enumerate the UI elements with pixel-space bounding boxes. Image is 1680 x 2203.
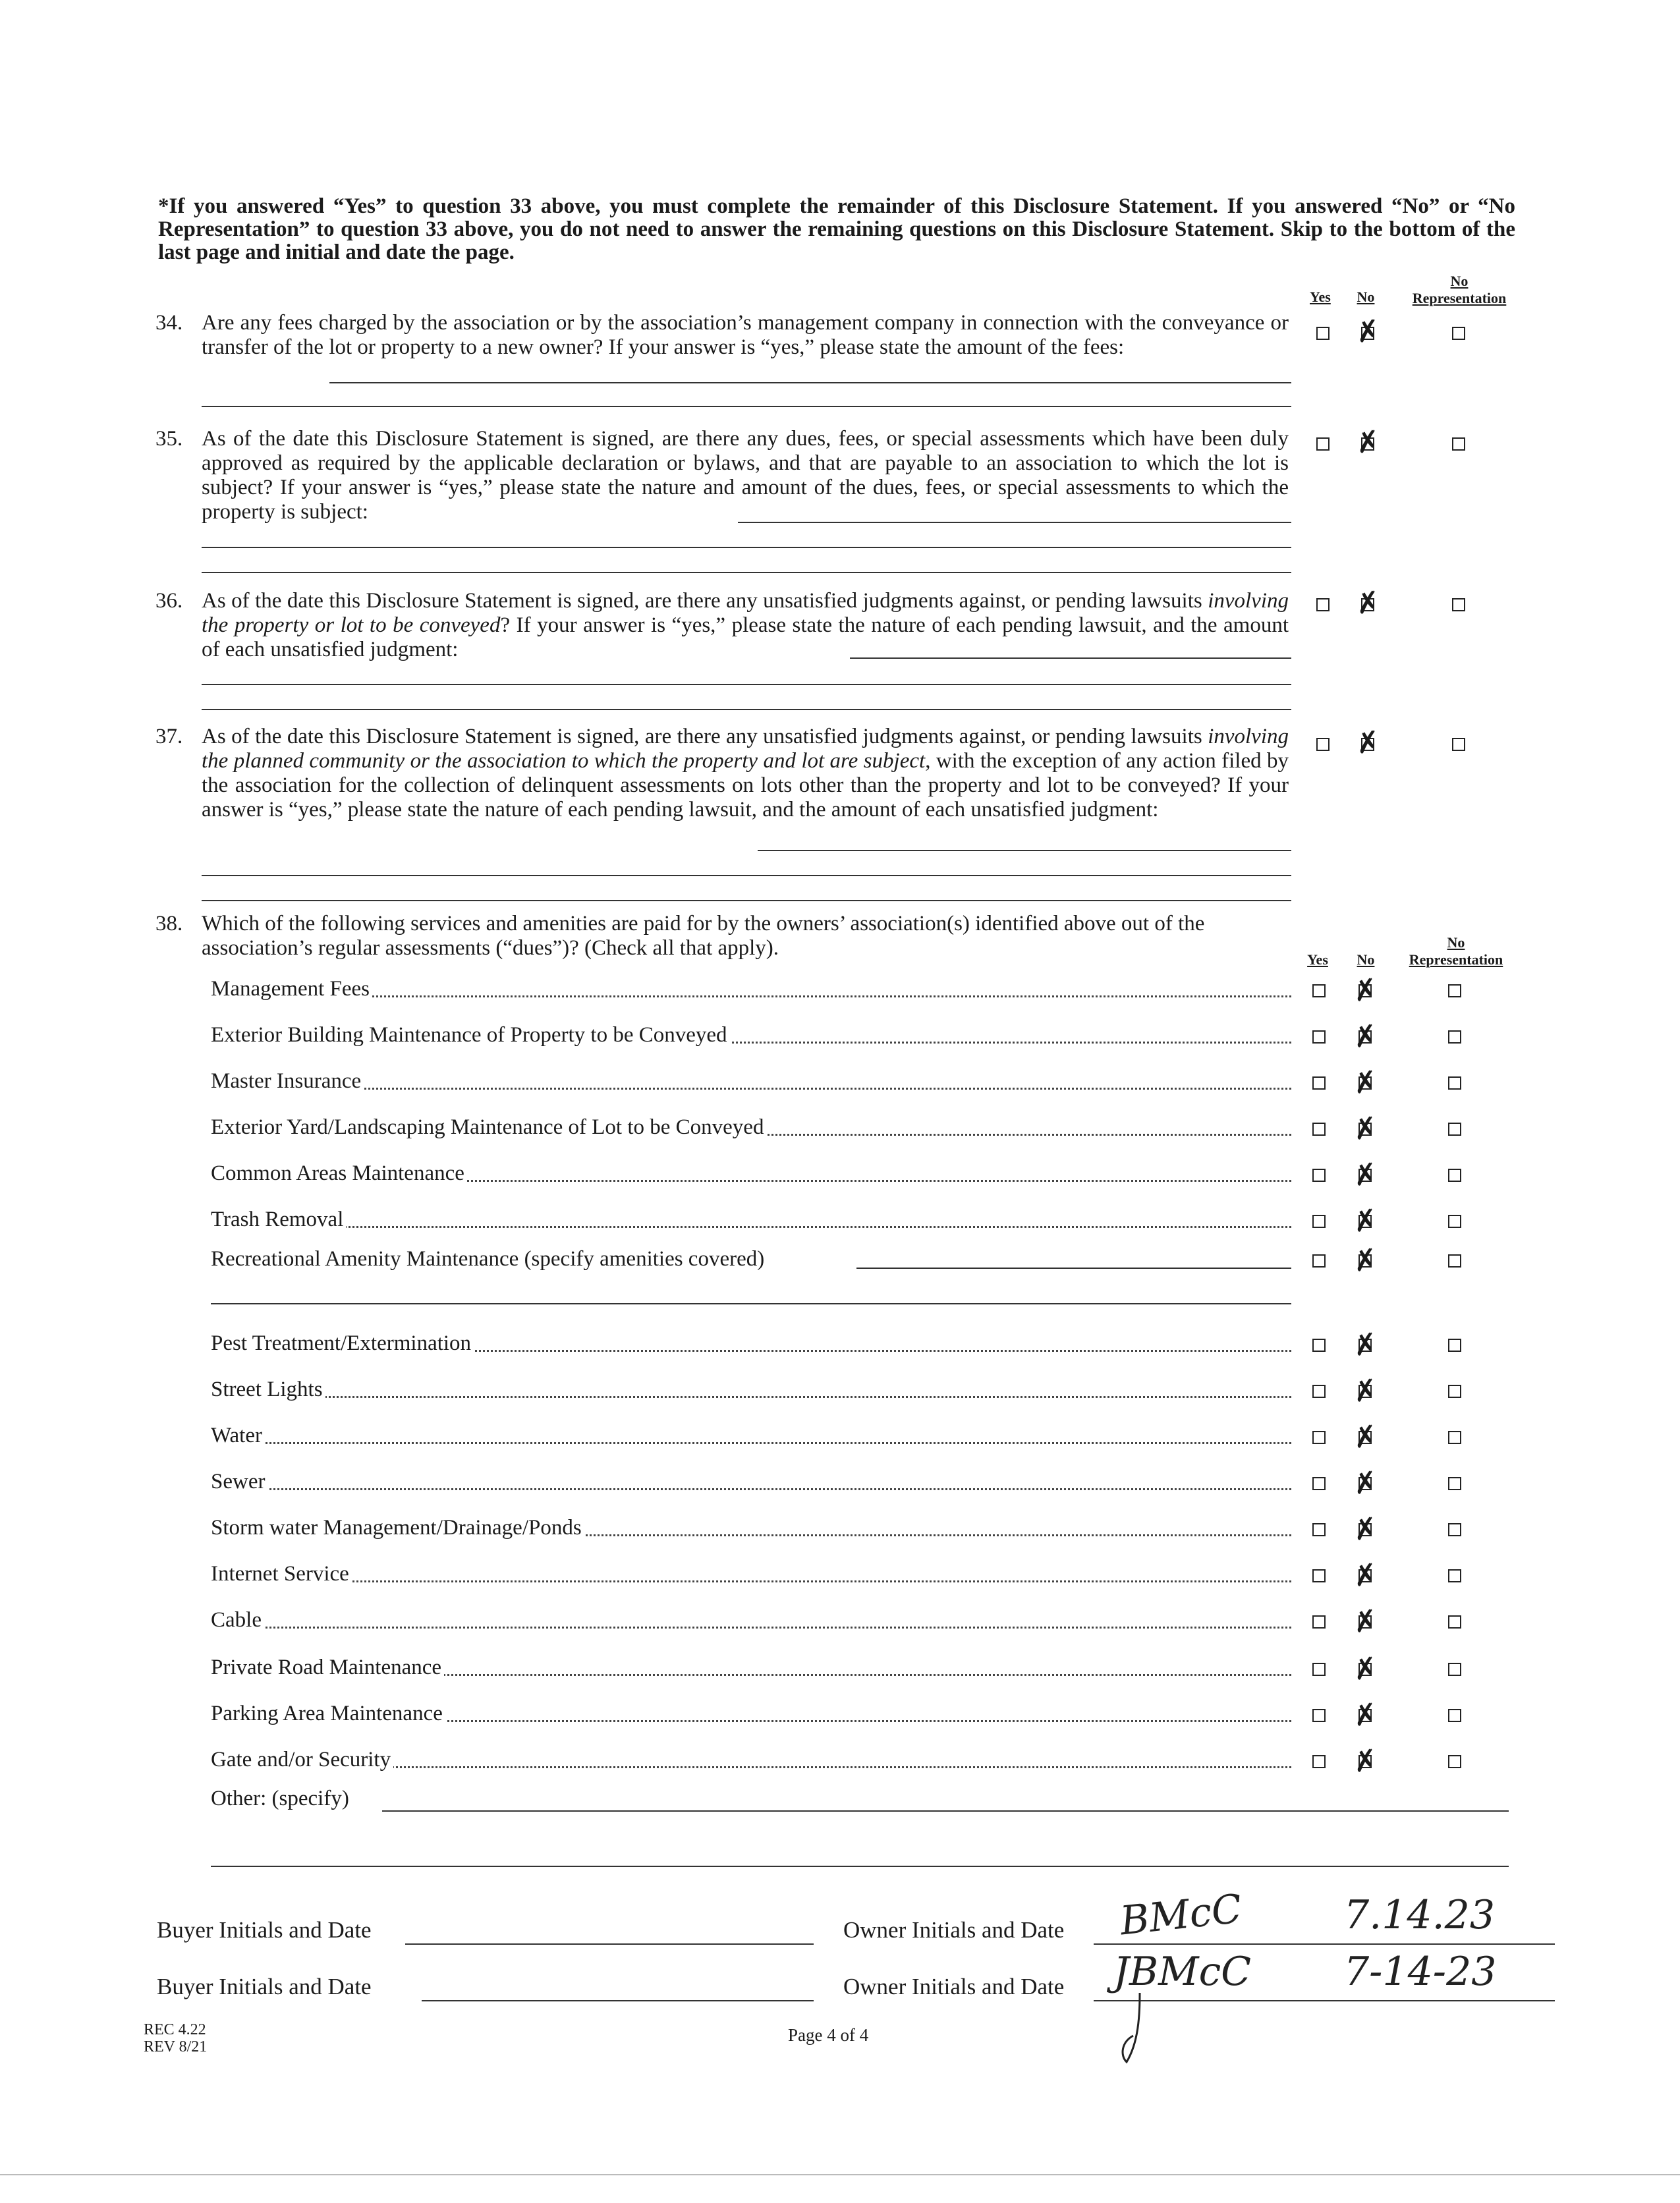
checkbox-yes[interactable] xyxy=(1312,1385,1326,1398)
amenities-covered-line[interactable] xyxy=(211,1302,1291,1304)
checkbox-yes[interactable] xyxy=(1316,738,1330,751)
answer-line[interactable] xyxy=(202,683,1291,685)
checkmark-no: ✗ xyxy=(1351,1156,1380,1194)
amenity-label: Common Areas Maintenance xyxy=(211,1161,467,1185)
answer-line[interactable] xyxy=(202,404,1291,407)
checkbox-yes[interactable] xyxy=(1312,1123,1326,1136)
amenity-label: Recreational Amenity Maintenance (specify amenities covered) xyxy=(211,1247,767,1271)
amenity-row xyxy=(211,976,1291,1001)
dot-leader xyxy=(211,995,1291,997)
checkbox-yes[interactable] xyxy=(1312,1615,1326,1629)
checkbox-yes[interactable] xyxy=(1312,1076,1326,1090)
checkmark-no: ✗ xyxy=(1351,1064,1380,1102)
checkbox-yes[interactable] xyxy=(1312,1477,1326,1490)
question-text xyxy=(202,589,1289,662)
answer-line[interactable] xyxy=(758,849,1291,851)
dot-leader xyxy=(211,1226,1291,1228)
checkbox-yes[interactable] xyxy=(1312,1215,1326,1228)
amenity-row xyxy=(211,1701,1291,1726)
amenity-label: Sewer xyxy=(211,1470,267,1493)
other-specify-line[interactable] xyxy=(382,1809,1509,1812)
owner-date-2: 7-14-23 xyxy=(1344,1949,1497,1995)
checkmark-no: ✗ xyxy=(1353,724,1383,762)
intro-instructions: *If you answered “Yes” to question 33 above, you must complete the remainder of this Disclosure Statement. If you answered “No” or “No Representation” to question 33 above, you do not need to answer the remaining questions on this Disclosure Statement. Skip to the bottom of the last page and initial and date the page. xyxy=(158,194,1515,264)
checkbox-yes[interactable] xyxy=(1312,1523,1326,1536)
form-code-text: REC 4.22 xyxy=(144,2021,206,2038)
checkmark-no: ✗ xyxy=(1351,1242,1380,1279)
checkbox-yes[interactable] xyxy=(1312,1030,1326,1044)
amenity-label: Storm water Management/Drainage/Ponds xyxy=(211,1516,584,1540)
checkbox-yes[interactable] xyxy=(1312,1169,1326,1182)
checkbox-no-representation[interactable] xyxy=(1448,984,1461,997)
checkmark-no: ✗ xyxy=(1351,1110,1380,1148)
amenity-label: Pest Treatment/Extermination xyxy=(211,1331,474,1355)
revision-text: REV 8/21 xyxy=(144,2038,208,2055)
amenity-row xyxy=(211,1331,1291,1356)
owner-initials-label-2: Owner Initials and Date xyxy=(843,1974,1065,1999)
amenity-row xyxy=(211,1423,1291,1448)
dot-leader xyxy=(211,1396,1291,1398)
question-34 xyxy=(155,311,1289,360)
owner-initials-line-1[interactable] xyxy=(1094,1943,1555,1945)
amenity-row xyxy=(211,1207,1291,1232)
question-37 xyxy=(155,725,1289,822)
checkbox-no-representation[interactable] xyxy=(1448,1569,1461,1582)
checkbox-no-representation[interactable] xyxy=(1448,1215,1461,1228)
amenities-specify-line[interactable] xyxy=(856,1266,1291,1269)
checkmark-no: ✗ xyxy=(1351,1418,1380,1456)
checkbox-no-representation[interactable] xyxy=(1448,1254,1461,1268)
checkbox-yes[interactable] xyxy=(1312,1431,1326,1444)
answer-line[interactable] xyxy=(202,874,1291,876)
checkbox-no-representation[interactable] xyxy=(1452,598,1465,611)
amenity-label: Private Road Maintenance xyxy=(211,1656,444,1679)
checkmark-no: ✗ xyxy=(1351,1372,1380,1410)
amenity-label: Master Insurance xyxy=(211,1069,364,1093)
dot-leader xyxy=(211,1627,1291,1629)
scan-edge-line xyxy=(0,2174,1680,2175)
checkmark-no: ✗ xyxy=(1351,1743,1380,1780)
buyer-initials-line-2[interactable] xyxy=(422,2000,814,2001)
dot-leader xyxy=(211,1088,1291,1090)
question-text-italic: involving the property or lot to be conveyed xyxy=(202,589,1289,637)
amenity-row xyxy=(211,1069,1291,1094)
checkbox-no-representation[interactable] xyxy=(1448,1385,1461,1398)
amenity-label: Street Lights xyxy=(211,1378,325,1401)
checkbox-no-representation[interactable] xyxy=(1448,1477,1461,1490)
checkmark-no: ✗ xyxy=(1353,584,1383,622)
buyer-initials-label-2: Buyer Initials and Date xyxy=(157,1974,372,1999)
amenity-row xyxy=(211,1115,1291,1140)
amenity-label: Water xyxy=(211,1424,265,1447)
question-text-part: As of the date this Disclosure Statement is signed, are there any unsatisfied judgments against, or pending lawsuits xyxy=(202,725,1208,748)
answer-line[interactable] xyxy=(202,899,1291,901)
col-header-yes: Yes xyxy=(1307,951,1328,968)
checkbox-no-representation[interactable] xyxy=(1448,1431,1461,1444)
question-number: 38. xyxy=(155,912,183,935)
col-header-no: No xyxy=(1357,289,1375,305)
question-number: 36. xyxy=(155,589,183,613)
owner-date-1: 7.14.23 xyxy=(1344,1892,1496,1938)
question-text: Which of the following services and amenities are paid for by the owners’ association(s) identified above out of the association’s regular assessments (“dues”)? (Check all that apply). xyxy=(202,912,1205,960)
col-header-no-rep-line2: Representation xyxy=(1412,290,1507,306)
col-header-no: No xyxy=(1357,951,1375,968)
answer-line[interactable] xyxy=(202,708,1291,710)
checkbox-no-representation[interactable] xyxy=(1448,1755,1461,1768)
checkbox-yes[interactable] xyxy=(1312,1339,1326,1352)
checkmark-no: ✗ xyxy=(1351,1202,1380,1240)
other-specify-label: Other: (specify) xyxy=(211,1787,349,1810)
checkmark-no: ✗ xyxy=(1353,424,1383,461)
question-text xyxy=(202,725,1289,822)
answer-line[interactable] xyxy=(850,656,1291,659)
question-38 xyxy=(155,912,1223,961)
checkmark-no: ✗ xyxy=(1351,1018,1380,1055)
amenity-row xyxy=(211,1161,1291,1186)
buyer-initials-label-1: Buyer Initials and Date xyxy=(157,1917,372,1943)
question-35 xyxy=(155,427,1289,524)
page-number: Page 4 of 4 xyxy=(788,2025,869,2045)
checkbox-no-representation[interactable] xyxy=(1448,1709,1461,1722)
checkbox-no-representation[interactable] xyxy=(1452,738,1465,751)
dot-leader xyxy=(211,1488,1291,1490)
amenity-label: Cable xyxy=(211,1608,264,1632)
amenity-row xyxy=(211,1377,1291,1402)
owner-initials-signature-1: BMcC xyxy=(1117,1885,1245,1945)
checkbox-no-representation[interactable] xyxy=(1448,1615,1461,1629)
question-text: Are any fees charged by the association or by the association’s management company in connection with the conveyance or transfer of the lot or property to a new owner? If your answer is “yes,” please state the amount of the fees: xyxy=(202,311,1289,359)
checkbox-yes[interactable] xyxy=(1316,598,1330,611)
amenity-label: Exterior Building Maintenance of Property to be Conveyed xyxy=(211,1023,730,1047)
checkbox-yes[interactable] xyxy=(1312,984,1326,997)
checkmark-no: ✗ xyxy=(1351,1557,1380,1594)
checkbox-no-representation[interactable] xyxy=(1448,1076,1461,1090)
checkbox-no-representation[interactable] xyxy=(1452,437,1465,451)
amenity-row xyxy=(211,1607,1291,1632)
owner-initials-label-1: Owner Initials and Date xyxy=(843,1917,1065,1943)
dot-leader xyxy=(211,1442,1291,1444)
question-number: 37. xyxy=(155,725,183,748)
checkbox-no-representation[interactable] xyxy=(1448,1663,1461,1676)
question-text-part: As of the date this Disclosure Statement is signed, are there any unsatisfied judgments against, or pending lawsuits xyxy=(202,589,1208,613)
other-specify-line-2[interactable] xyxy=(211,1864,1509,1867)
col-header-no-representation xyxy=(1397,273,1522,307)
amenity-row xyxy=(211,1469,1291,1494)
checkmark-no: ✗ xyxy=(1351,972,1380,1009)
checkbox-no-representation[interactable] xyxy=(1452,327,1465,340)
checkmark-no: ✗ xyxy=(1351,1650,1380,1688)
col-header-no-rep-line1: No xyxy=(1450,273,1469,289)
question-number: 34. xyxy=(155,311,183,335)
amenity-row xyxy=(211,1747,1291,1772)
question-number: 35. xyxy=(155,427,183,451)
question-text-part: , with the exception of any action filed by the association for the collection of delinquent assessments on lots other than the property and lot to be conveyed? If your answer is “yes,” please state the nature of each pending lawsuit, and the amount of each unsatisfied judgment: xyxy=(202,749,1289,822)
question-text: As of the date this Disclosure Statement is signed, are there any dues, fees, or special assessments which have been duly approved as required by the applicable declaration or bylaws, and that are payable to an association to which the lot is subject? If your answer is “yes,” please state the nature and amount of the dues, fees, or special assessments to which the property is subject: xyxy=(202,427,1289,524)
checkbox-yes[interactable] xyxy=(1312,1569,1326,1582)
form-code xyxy=(144,2021,207,2055)
amenity-label: Exterior Yard/Landscaping Maintenance of Lot to be Conveyed xyxy=(211,1115,766,1139)
signature-flourish xyxy=(1113,1990,1166,2069)
answer-line[interactable] xyxy=(202,545,1291,548)
checkbox-no-representation[interactable] xyxy=(1448,1169,1461,1182)
answer-line[interactable] xyxy=(202,571,1291,573)
checkmark-no: ✗ xyxy=(1353,313,1383,350)
checkmark-no: ✗ xyxy=(1351,1511,1380,1548)
checkmark-no: ✗ xyxy=(1351,1326,1380,1364)
col-header-no-rep-line1: No xyxy=(1447,934,1465,951)
col-header-yes: Yes xyxy=(1310,289,1331,305)
checkbox-no-representation[interactable] xyxy=(1448,1523,1461,1536)
col-header-no-rep-line2: Representation xyxy=(1409,951,1503,968)
checkmark-no: ✗ xyxy=(1351,1696,1380,1734)
amenity-label: Parking Area Maintenance xyxy=(211,1702,445,1725)
checkbox-yes[interactable] xyxy=(1312,1663,1326,1676)
amenity-label: Internet Service xyxy=(211,1562,352,1586)
checkbox-yes[interactable] xyxy=(1316,327,1330,340)
checkbox-yes[interactable] xyxy=(1312,1709,1326,1722)
owner-initials-signature-2: JBMcC xyxy=(1113,1949,1252,1995)
checkbox-yes[interactable] xyxy=(1312,1254,1326,1268)
dot-leader xyxy=(211,1580,1291,1582)
col-header-no-representation xyxy=(1393,934,1519,968)
buyer-initials-line-1[interactable] xyxy=(405,1943,814,1945)
question-text-part: ? If your answer is “yes,” please state the nature of each pending lawsuit, and the amount of each unsatisfied judgment: xyxy=(202,613,1289,661)
amenity-label: Trash Removal xyxy=(211,1208,346,1231)
checkmark-no: ✗ xyxy=(1351,1464,1380,1502)
answer-line[interactable] xyxy=(329,381,1291,383)
checkmark-no: ✗ xyxy=(1351,1603,1380,1640)
amenity-row xyxy=(211,1022,1291,1047)
checkbox-yes[interactable] xyxy=(1312,1755,1326,1768)
checkbox-yes[interactable] xyxy=(1316,437,1330,451)
question-36 xyxy=(155,589,1289,662)
amenity-row xyxy=(211,1655,1291,1680)
amenity-row xyxy=(211,1515,1291,1540)
checkbox-no-representation[interactable] xyxy=(1448,1339,1461,1352)
question-text-italic: involving the planned community or the association to which the property and lot are subject xyxy=(202,725,1289,773)
answer-line[interactable] xyxy=(738,520,1291,523)
amenity-row xyxy=(211,1561,1291,1586)
amenity-label: Management Fees xyxy=(211,977,372,1001)
amenity-label: Gate and/or Security xyxy=(211,1748,393,1771)
checkbox-no-representation[interactable] xyxy=(1448,1030,1461,1044)
checkbox-no-representation[interactable] xyxy=(1448,1123,1461,1136)
